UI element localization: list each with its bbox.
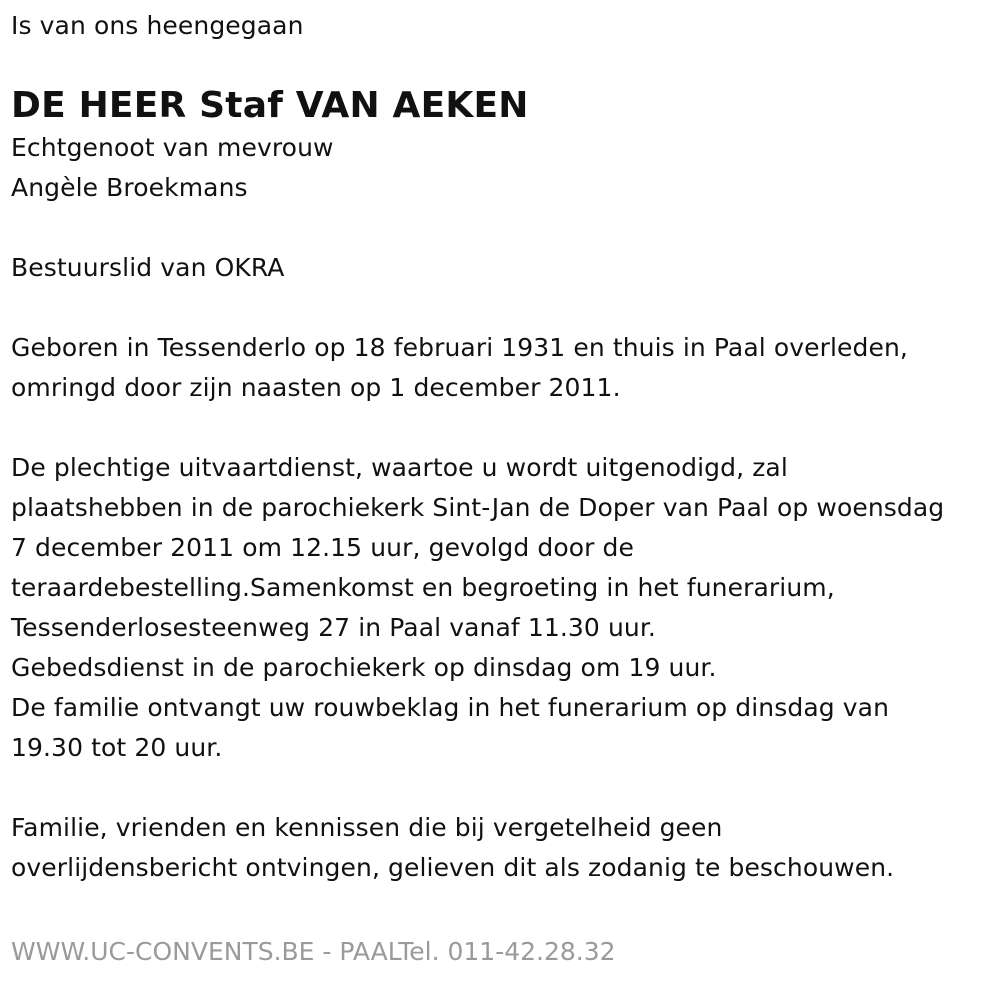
spouse-block [11,128,996,208]
spacer [11,288,996,328]
spouse-name: Angèle Broekmans [11,173,248,202]
birth-death-paragraph [11,328,996,408]
paragraph-line: De plechtige uitvaartdienst, waartoe u wordt uitgenodigd, zal [11,453,788,482]
closing-paragraph [11,808,996,888]
paragraph-line: Tessenderlosesteenweg 27 in Paal vanaf 11.30 uur. [11,613,656,642]
death-notice [11,0,996,888]
paragraph-line: plaatshebben in de parochiekerk Sint-Jan de Doper van Paal op woensdag [11,493,945,522]
paragraph-line: Familie, vrienden en kennissen die bij vergetelheid geen [11,813,723,842]
paragraph-line: overlijdensbericht ontvingen, gelieven dit als zodanig te beschouwen. [11,853,895,882]
paragraph-line: 19.30 tot 20 uur. [11,733,223,762]
spacer [11,768,996,808]
spacer [11,408,996,448]
intro-text: Is van ons heengegaan [11,11,304,40]
deceased-name: DE HEER Staf VAN AEKEN [11,85,529,126]
spouse-line: Echtgenoot van mevrouw [11,133,334,162]
paragraph-line: De familie ontvangt uw rouwbeklag in het funerarium op dinsdag van [11,693,890,722]
role-text: Bestuurslid van OKRA [11,253,285,282]
paragraph-line: 7 december 2011 om 12.15 uur, gevolgd door de [11,533,635,562]
paragraph-line: Geboren in Tessenderlo op 18 februari 1931 en thuis in Paal overleden, [11,333,908,362]
footer-contact: WWW.UC-CONVENTS.BE - PAALTel. 011-42.28.32 [11,937,616,966]
service-paragraph [11,448,996,768]
spacer [11,208,996,248]
paragraph-line: omringd door zijn naasten op 1 december 2011. [11,373,621,402]
paragraph-line: Gebedsdienst in de parochiekerk op dinsdag om 19 uur. [11,653,717,682]
paragraph-line: teraardebestelling.Samenkomst en begroeting in het funerarium, [11,573,835,602]
